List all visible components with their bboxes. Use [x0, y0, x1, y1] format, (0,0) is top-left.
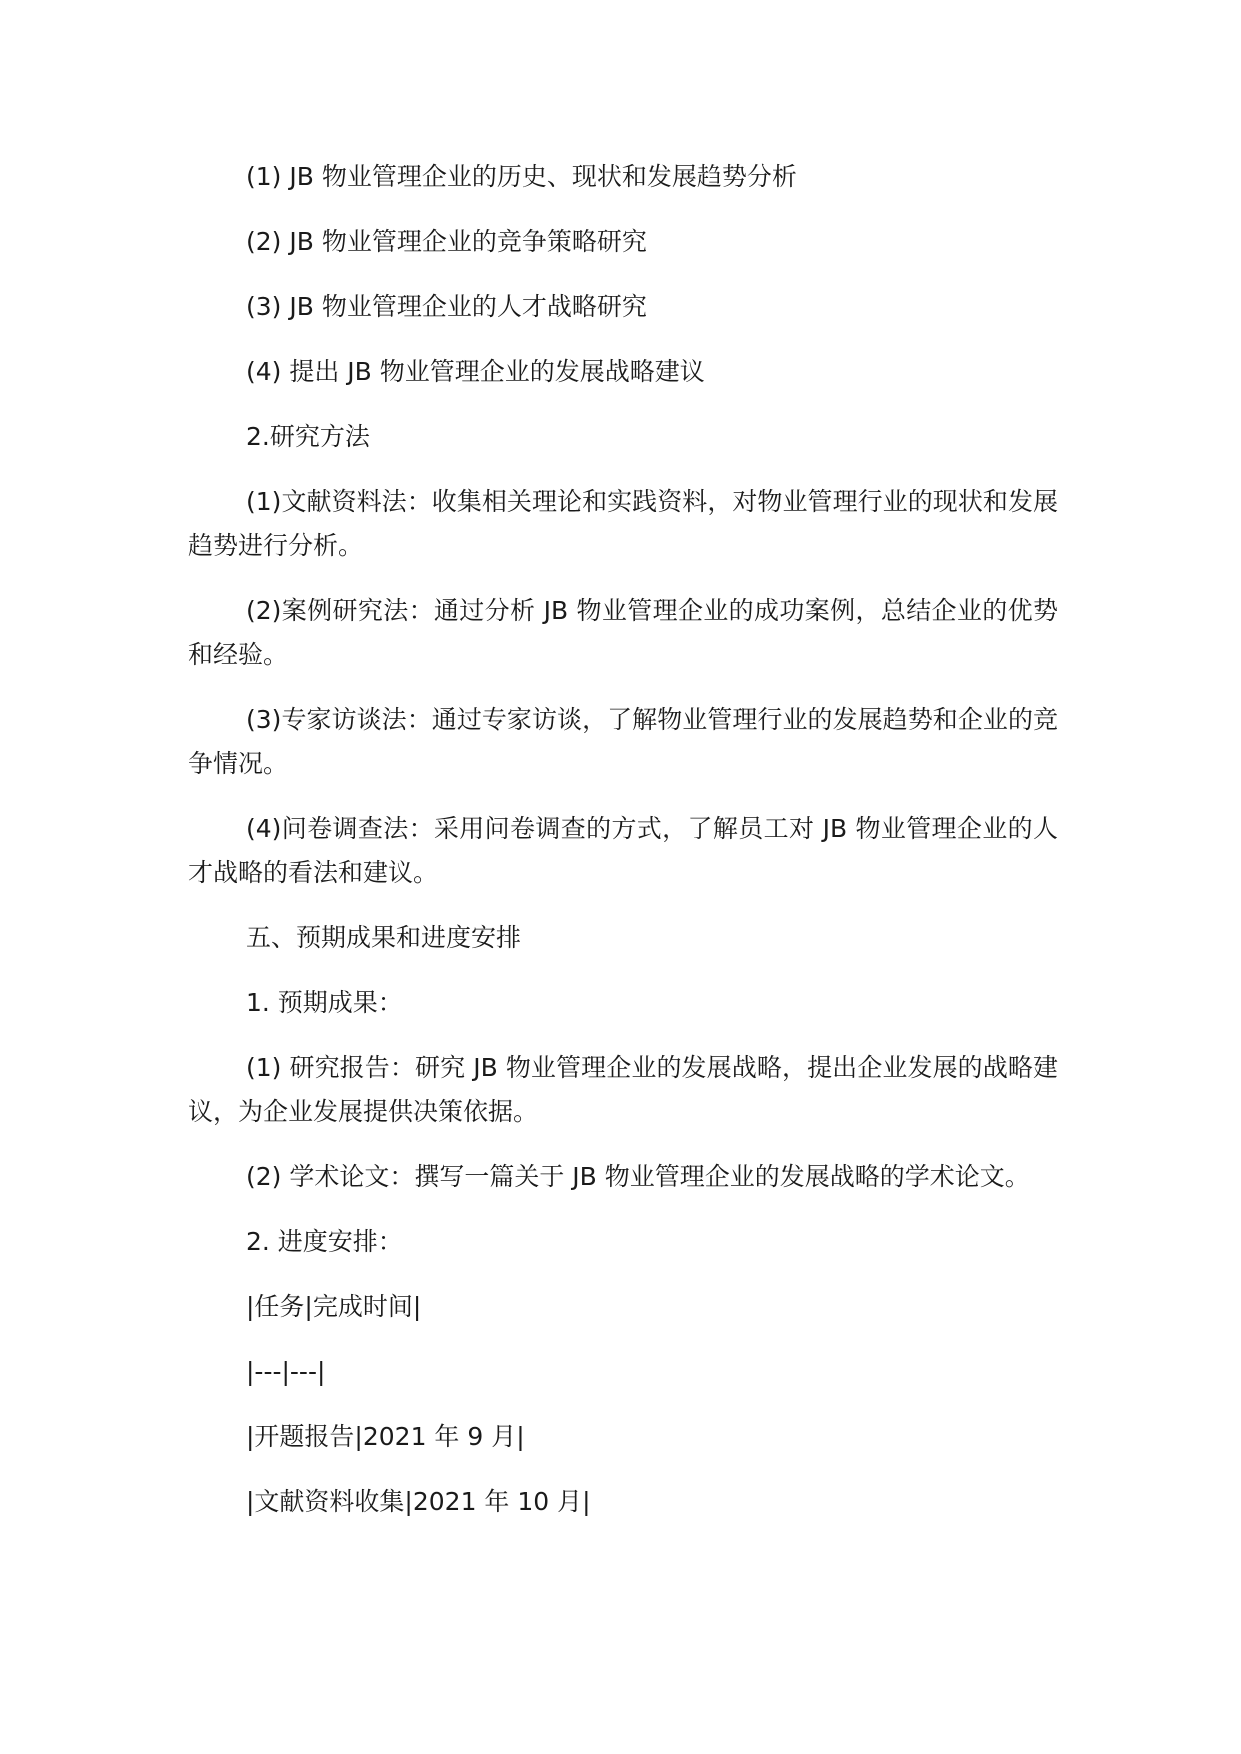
table-separator-row: |---|---|	[246, 1357, 326, 1386]
table-header-row: |任务|完成时间|	[246, 1292, 422, 1321]
paragraph: (1) JB 物业管理企业的历史、现状和发展趋势分析	[246, 162, 797, 191]
section-heading: 2.研究方法	[246, 422, 370, 451]
table-row: |文献资料收集|2021 年 10 月|	[246, 1487, 591, 1516]
section-heading: 五、预期成果和进度安排	[246, 923, 522, 952]
subsection-heading: 1. 预期成果：	[246, 988, 403, 1017]
paragraph: (1)文献资料法：收集相关理论和实践资料，对物业管理行业的现状和发展趋势进行分析。	[188, 487, 1058, 560]
paragraph: (3) JB 物业管理企业的人才战略研究	[246, 292, 647, 321]
paragraph: (2) 学术论文：撰写一篇关于 JB 物业管理企业的发展战略的学术论文。	[246, 1162, 1030, 1191]
document-body	[188, 155, 1058, 1545]
paragraph: (4)问卷调查法：采用问卷调查的方式，了解员工对 JB 物业管理企业的人才战略的看法和建议。	[188, 814, 1058, 887]
table-row: |开题报告|2021 年 9 月|	[246, 1422, 525, 1451]
subsection-heading: 2. 进度安排：	[246, 1227, 403, 1256]
paragraph: (4) 提出 JB 物业管理企业的发展战略建议	[246, 357, 705, 386]
paragraph: (2) JB 物业管理企业的竞争策略研究	[246, 227, 647, 256]
paragraph: (3)专家访谈法：通过专家访谈，了解物业管理行业的发展趋势和企业的竞争情况。	[188, 705, 1058, 778]
paragraph: (1) 研究报告：研究 JB 物业管理企业的发展战略，提出企业发展的战略建议，为企业发展提供决策依据。	[188, 1053, 1058, 1126]
paragraph: (2)案例研究法：通过分析 JB 物业管理企业的成功案例，总结企业的优势和经验。	[188, 596, 1058, 669]
